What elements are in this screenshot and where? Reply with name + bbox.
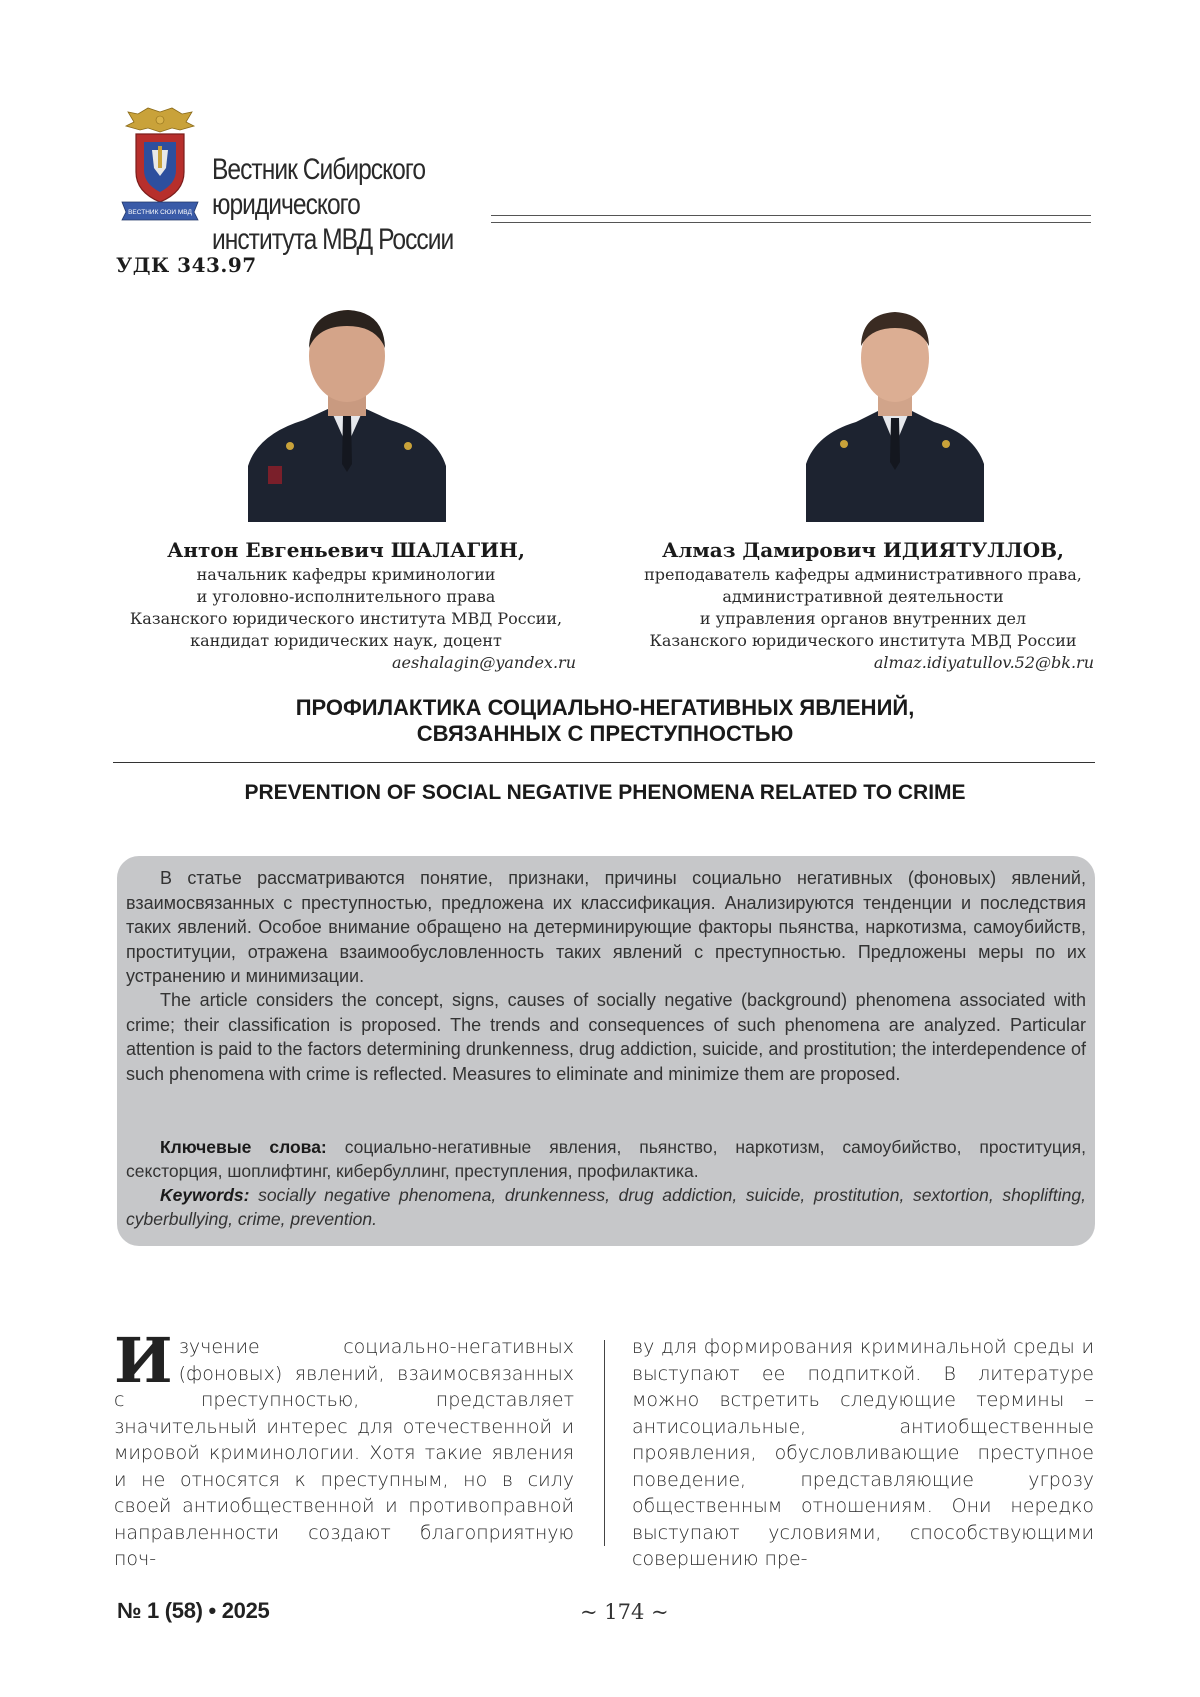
article-title-ru (116, 695, 1094, 747)
author2-photo (796, 296, 994, 522)
author1-name: Антон Евгеньевич ШАЛАГИН, (116, 536, 576, 564)
keywords-en-label: Keywords: (160, 1185, 249, 1205)
body-column-left (114, 1334, 574, 1573)
author2-name: Алмаз Дамирович ИДИЯТУЛЛОВ, (632, 536, 1094, 564)
keywords-ru-label: Ключевые слова: (160, 1137, 327, 1157)
udc-code: УДК 343.97 (116, 253, 257, 277)
author2-position-line: административной деятельности (632, 586, 1094, 608)
keywords-ru-text: социально-негативные явления, пьянство, наркотизм, самоубийство, проституция, сексторция, шоплифтинг, кибербуллинг, преступления, профилактика. (126, 1137, 1086, 1181)
abstract-en: The article considers the concept, signs, causes of socially negative (background) phenomena associated with crime; their classification is proposed. The trends and consequences of such phenomena are analyzed. Particular attention is paid to the factors determining drunkenness, drug addiction, suicide, and prostitution; the interdependence of such phenomena with crime is reflected. Measures to eliminate and minimize them are proposed. (126, 988, 1086, 1086)
author2-position-line: и управления органов внутренних дел (632, 608, 1094, 630)
body-column-right: ву для формирования криминальной среды и выступают ее подпиткой. В литературе можно встретить следующие термины – антисоциальные, антиобщественные проявления, обусловливающие преступное поведение, представляющие угрозу общественным отношениям. Они нередко выступают условиями, способствующими совершению пре- (632, 1334, 1094, 1573)
author1-position-line: кандидат юридических наук, доцент (116, 630, 576, 652)
author1-position-line: и уголовно-исполнительного права (116, 586, 576, 608)
author1-block (116, 536, 576, 674)
abstract-ru: В статье рассматриваются понятие, признаки, причины социально негативных (фоновых) явлений, взаимосвязанных с преступностью, предложена их классификация. Анализируются тенденции и последствия таких явлений. Особое внимание обращено на детерминирующие факторы пьянства, наркотизма, самоубийств, проституции, отражена взаимообусловленность таких явлений с преступностью. Предложены меры по их устранению и минимизации. (126, 866, 1086, 989)
article-title-ru-line1: ПРОФИЛАКТИКА СОЦИАЛЬНО-НЕГАТИВНЫХ ЯВЛЕНИЙ, (116, 695, 1094, 721)
article-title-ru-line2: СВЯЗАННЫХ С ПРЕСТУПНОСТЬЮ (116, 721, 1094, 747)
author2-position-line: преподаватель кафедры административного права, (632, 564, 1094, 586)
author2-email[interactable]: almaz.idiyatullov.52@bk.ru (632, 652, 1094, 674)
author2-block (632, 536, 1094, 674)
author1-position-line: Казанского юридического института МВД России, (116, 608, 576, 630)
journal-title-line2: института МВД России (212, 222, 556, 257)
journal-emblem (118, 106, 202, 224)
keywords-en (126, 1183, 1086, 1231)
journal-title (212, 152, 556, 257)
drop-cap: И (114, 1336, 173, 1386)
author1-photo (248, 296, 446, 522)
body-text-left: зучение социально-негативных (фоновых) явлений, взаимосвязанных с преступностью, представляет значительный интерес для отечественной и мировой криминологии. Хотя такие явления и не относятся к преступным, но в силу своей антиобщественной и противоправной направленности создают благоприятную поч- (114, 1336, 574, 1570)
article-title-en: PREVENTION OF SOCIAL NEGATIVE PHENOMENA RELATED TO CRIME (116, 781, 1094, 805)
keywords-ru (126, 1135, 1086, 1183)
author1-email[interactable]: aeshalagin@yandex.ru (116, 652, 576, 674)
title-divider (113, 762, 1095, 763)
column-divider (604, 1340, 605, 1546)
issue-number: № 1 (58) • 2025 (117, 1598, 269, 1624)
header-rule (491, 215, 1091, 223)
author1-position-line: начальник кафедры криминологии (116, 564, 576, 586)
page-number: ~ 174 ~ (580, 1600, 669, 1624)
author2-position-line: Казанского юридического института МВД России (632, 630, 1094, 652)
emblem-ribbon-text: ВЕСТНИК СЮИ МВД (128, 209, 192, 216)
journal-title-line1: Вестник Сибирского юридического (212, 152, 556, 222)
keywords-en-text: socially negative phenomena, drunkenness, drug addiction, suicide, prostitution, sextortion, shoplifting, cyberbullying, crime, prevention. (126, 1185, 1086, 1229)
